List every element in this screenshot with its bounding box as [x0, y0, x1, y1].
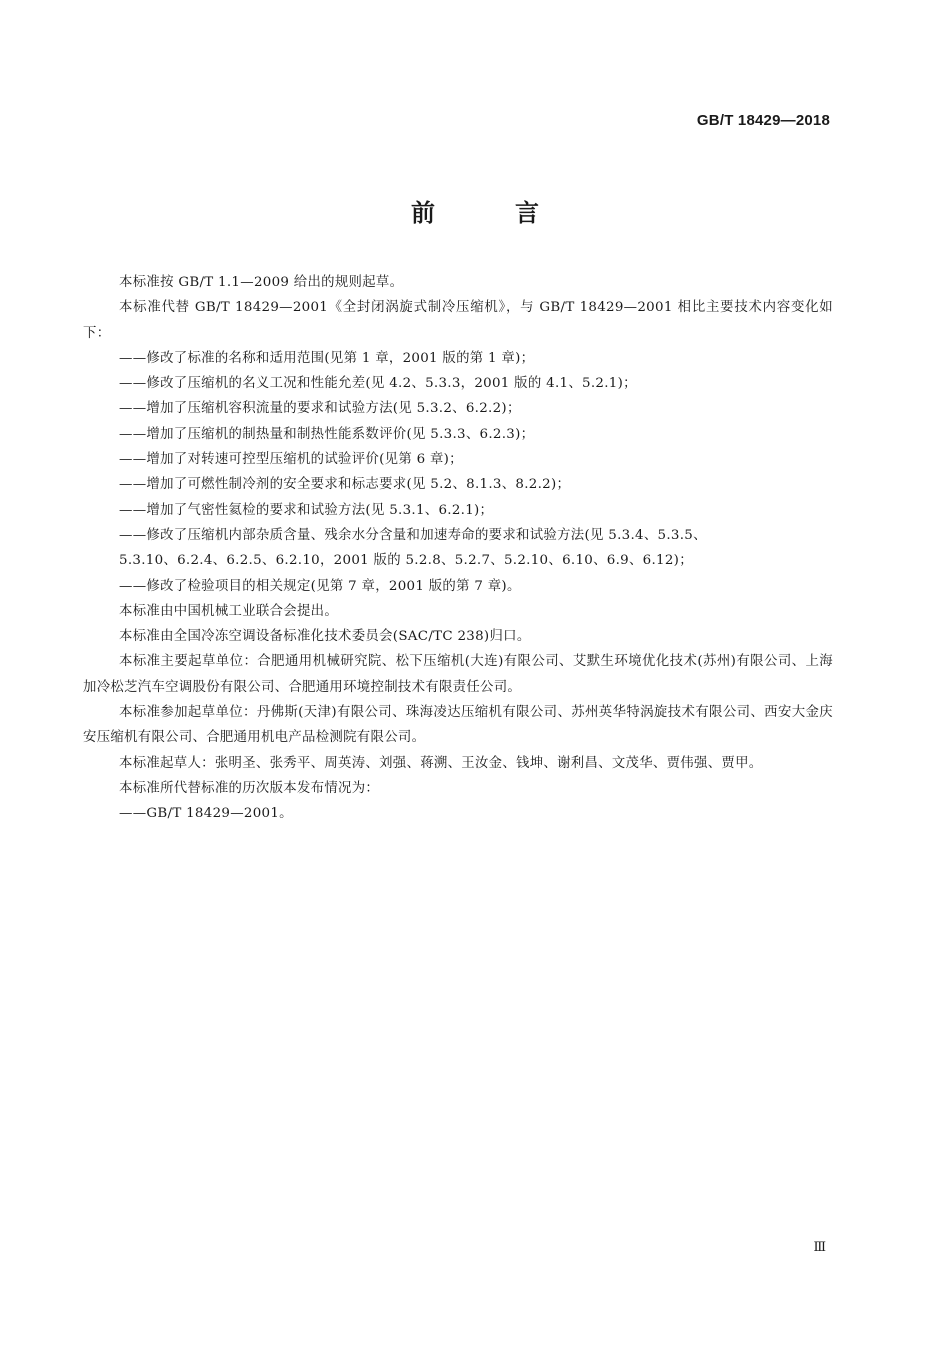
paragraph-drafters: 本标准起草人：张明圣、张秀平、周英涛、刘强、蒋溯、王汝金、钱坤、谢利昌、文茂华、贾伟强、贾甲。: [119, 755, 763, 771]
change-item: ——增加了压缩机的制热量和制热性能系数评价(见 5.3.3、6.2.3)；: [119, 426, 535, 442]
paragraph-drafting-rules: 本标准按 GB/T 1.1—2009 给出的规则起草。: [119, 275, 404, 290]
change-item-long-line1: ——修改了压缩机内部杂质含量、残余水分含量和加速寿命的要求和试验方法(见 5.3.4、5.3.5、: [119, 527, 707, 543]
change-item: ——增加了可燃性制冷剂的安全要求和标志要求(见 5.2、8.1.3、8.2.2)；: [119, 477, 571, 493]
change-item: ——修改了压缩机的名义工况和性能允差(见 4.2、5.3.3，2001 版的 4.1、5.2.1)；: [119, 376, 637, 392]
page-number: Ⅲ: [813, 1240, 826, 1255]
foreword-body: [83, 270, 833, 827]
history-item: ——GB/T 18429—2001。: [119, 806, 293, 822]
change-item-long-line2: 5.3.10、6.2.4、6.2.5、6.2.10，2001 版的 5.2.8、5.2.7、5.2.10、6.10、6.9、6.12)；: [119, 553, 693, 569]
standard-code: GB/T 18429—2018: [696, 112, 830, 129]
paragraph-proposer: 本标准由中国机械工业联合会提出。: [119, 603, 339, 619]
paragraph-replacement: 本标准代替 GB/T 18429—2001《全封闭涡旋式制冷压缩机》，与 GB/T 18429—2001 相比主要技术内容变化如下：: [83, 300, 833, 341]
change-item: ——修改了标准的名称和适用范围(见第 1 章，2001 版的第 1 章)；: [119, 350, 535, 366]
paragraph-committee: 本标准由全国冷冻空调设备标准化技术委员会(SAC/TC 238)归口。: [119, 629, 531, 645]
paragraph-main-drafters: 本标准主要起草单位：合肥通用机械研究院、松下压缩机(大连)有限公司、艾默生环境优化技术(苏州)有限公司、上海加冷松芝汽车空调股份有限公司、合肥通用环境控制技术有限责任公司。: [83, 654, 833, 695]
change-item: ——增加了压缩机容积流量的要求和试验方法(见 5.3.2、6.2.2)；: [119, 401, 521, 417]
change-item: ——增加了气密性氦检的要求和试验方法(见 5.3.1、6.2.1)；: [119, 502, 494, 518]
paragraph-history: 本标准所代替标准的历次版本发布情况为：: [119, 780, 380, 796]
change-item-long: [83, 523, 833, 574]
change-item: ——增加了对转速可控型压缩机的试验评价(见第 6 章)；: [119, 452, 463, 468]
paragraph-participating-drafters: 本标准参加起草单位：丹佛斯(天津)有限公司、珠海凌达压缩机有限公司、苏州英华特涡旋技术有限公司、西安大金庆安压缩机有限公司、合肥通用机电产品检测院有限公司。: [83, 705, 833, 746]
page-title: 前 言: [411, 199, 567, 227]
change-item: ——修改了检验项目的相关规定(见第 7 章，2001 版的第 7 章)。: [119, 578, 521, 594]
